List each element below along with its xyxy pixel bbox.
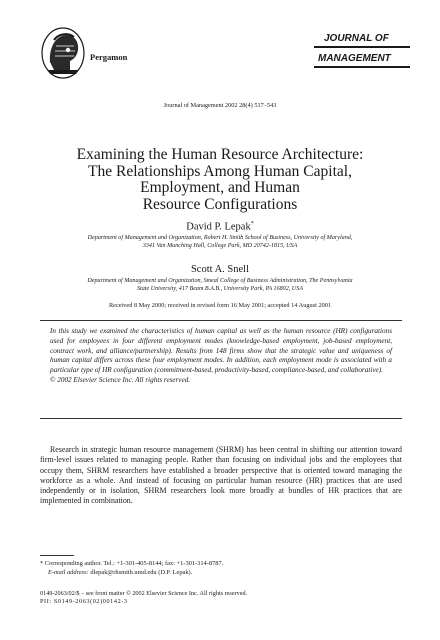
citation: Journal of Management 2002 28(4) 517–543 xyxy=(163,102,277,109)
abstract-text: In this study we examined the characteristics of human capital as well as the human resource (HR) configurations used for employees in four different employment modes (knowledge-based employment, job-based employment, contract work, and alliance/partnership). Results from 148 firms show that the strategic value and uniqueness of human capital differs across these four employment modes. In addition, each employment mode is associated with a particular type of HR configuration (commitment-based, productivity-based, compliance-based, and collaborative). xyxy=(50,327,392,375)
divider xyxy=(40,320,402,321)
author-affiliation: Department of Management and Organization, Robert H. Smith School of Business, University of Maryland, 3341 Van Munching Hall, College Park, MD 20742-1815, USA xyxy=(87,235,353,250)
title-line: Employment, and Human xyxy=(140,179,300,196)
email-label: E-mail address: xyxy=(48,568,89,576)
publisher-name: Pergamon xyxy=(90,52,128,62)
author-name: Scott A. Snell xyxy=(190,264,250,275)
footnote-email xyxy=(40,569,402,578)
journal-title xyxy=(314,32,410,68)
body-paragraph: Research in strategic human resource management (SHRM) has been central in shifting our attention toward firm-level issues related to managing people. Rather than focusing on individual jobs and the employees that occupy them, SHRM researchers have established a broader perspective that is oriented toward managing the workforce as a whole. And instead of focusing on particular human resource (HR) practices that are used independently or in isolation, SHRM researchers look more broadly at bundles of HR practices that are implemented in combination. xyxy=(40,445,402,506)
received-dates: Received 8 May 2000; received in revised form 16 May 2001; accepted 14 August 2001 xyxy=(108,302,332,309)
journal-title-line2: MANAGEMENT xyxy=(314,48,410,68)
author-name: David P. Lepak* xyxy=(186,221,254,233)
author-affiliation: Department of Management and Organization, Smeal College of Business Administration, The Pennsylvania State University, 417 Beam B.A.B., University Park, PA 16802, USA xyxy=(87,278,353,293)
pii-line: PII: S0149-2063(02)00142-3 xyxy=(40,598,128,606)
footnote-contact: * Corresponding author. Tel.: +1-301-405-8144; fax: +1-301-314-8787. xyxy=(40,560,224,567)
front-matter xyxy=(40,590,247,607)
corresponding-author-mark: * xyxy=(250,221,254,227)
title-line: Examining the Human Resource Architecture: xyxy=(76,146,364,163)
abstract xyxy=(50,327,392,386)
article-title xyxy=(40,147,400,213)
email-link[interactable]: dlepak@rhsmith.umd.edu (D.P. Lepak). xyxy=(90,568,193,576)
journal-title-line1: JOURNAL OF xyxy=(314,32,410,48)
publisher-logo xyxy=(40,26,86,80)
abstract-copyright: © 2002 Elsevier Science Inc. All rights reserved. xyxy=(50,375,191,384)
issn-line: 0149-2063/02/$ – see front matter © 2002 Elsevier Science Inc. All rights reserved. xyxy=(40,590,248,597)
divider xyxy=(40,418,402,419)
footnote xyxy=(40,560,402,577)
title-line: The Relationships Among Human Capital, xyxy=(88,162,352,180)
title-line: Resource Configurations xyxy=(142,195,298,213)
footnote-divider xyxy=(40,555,74,556)
